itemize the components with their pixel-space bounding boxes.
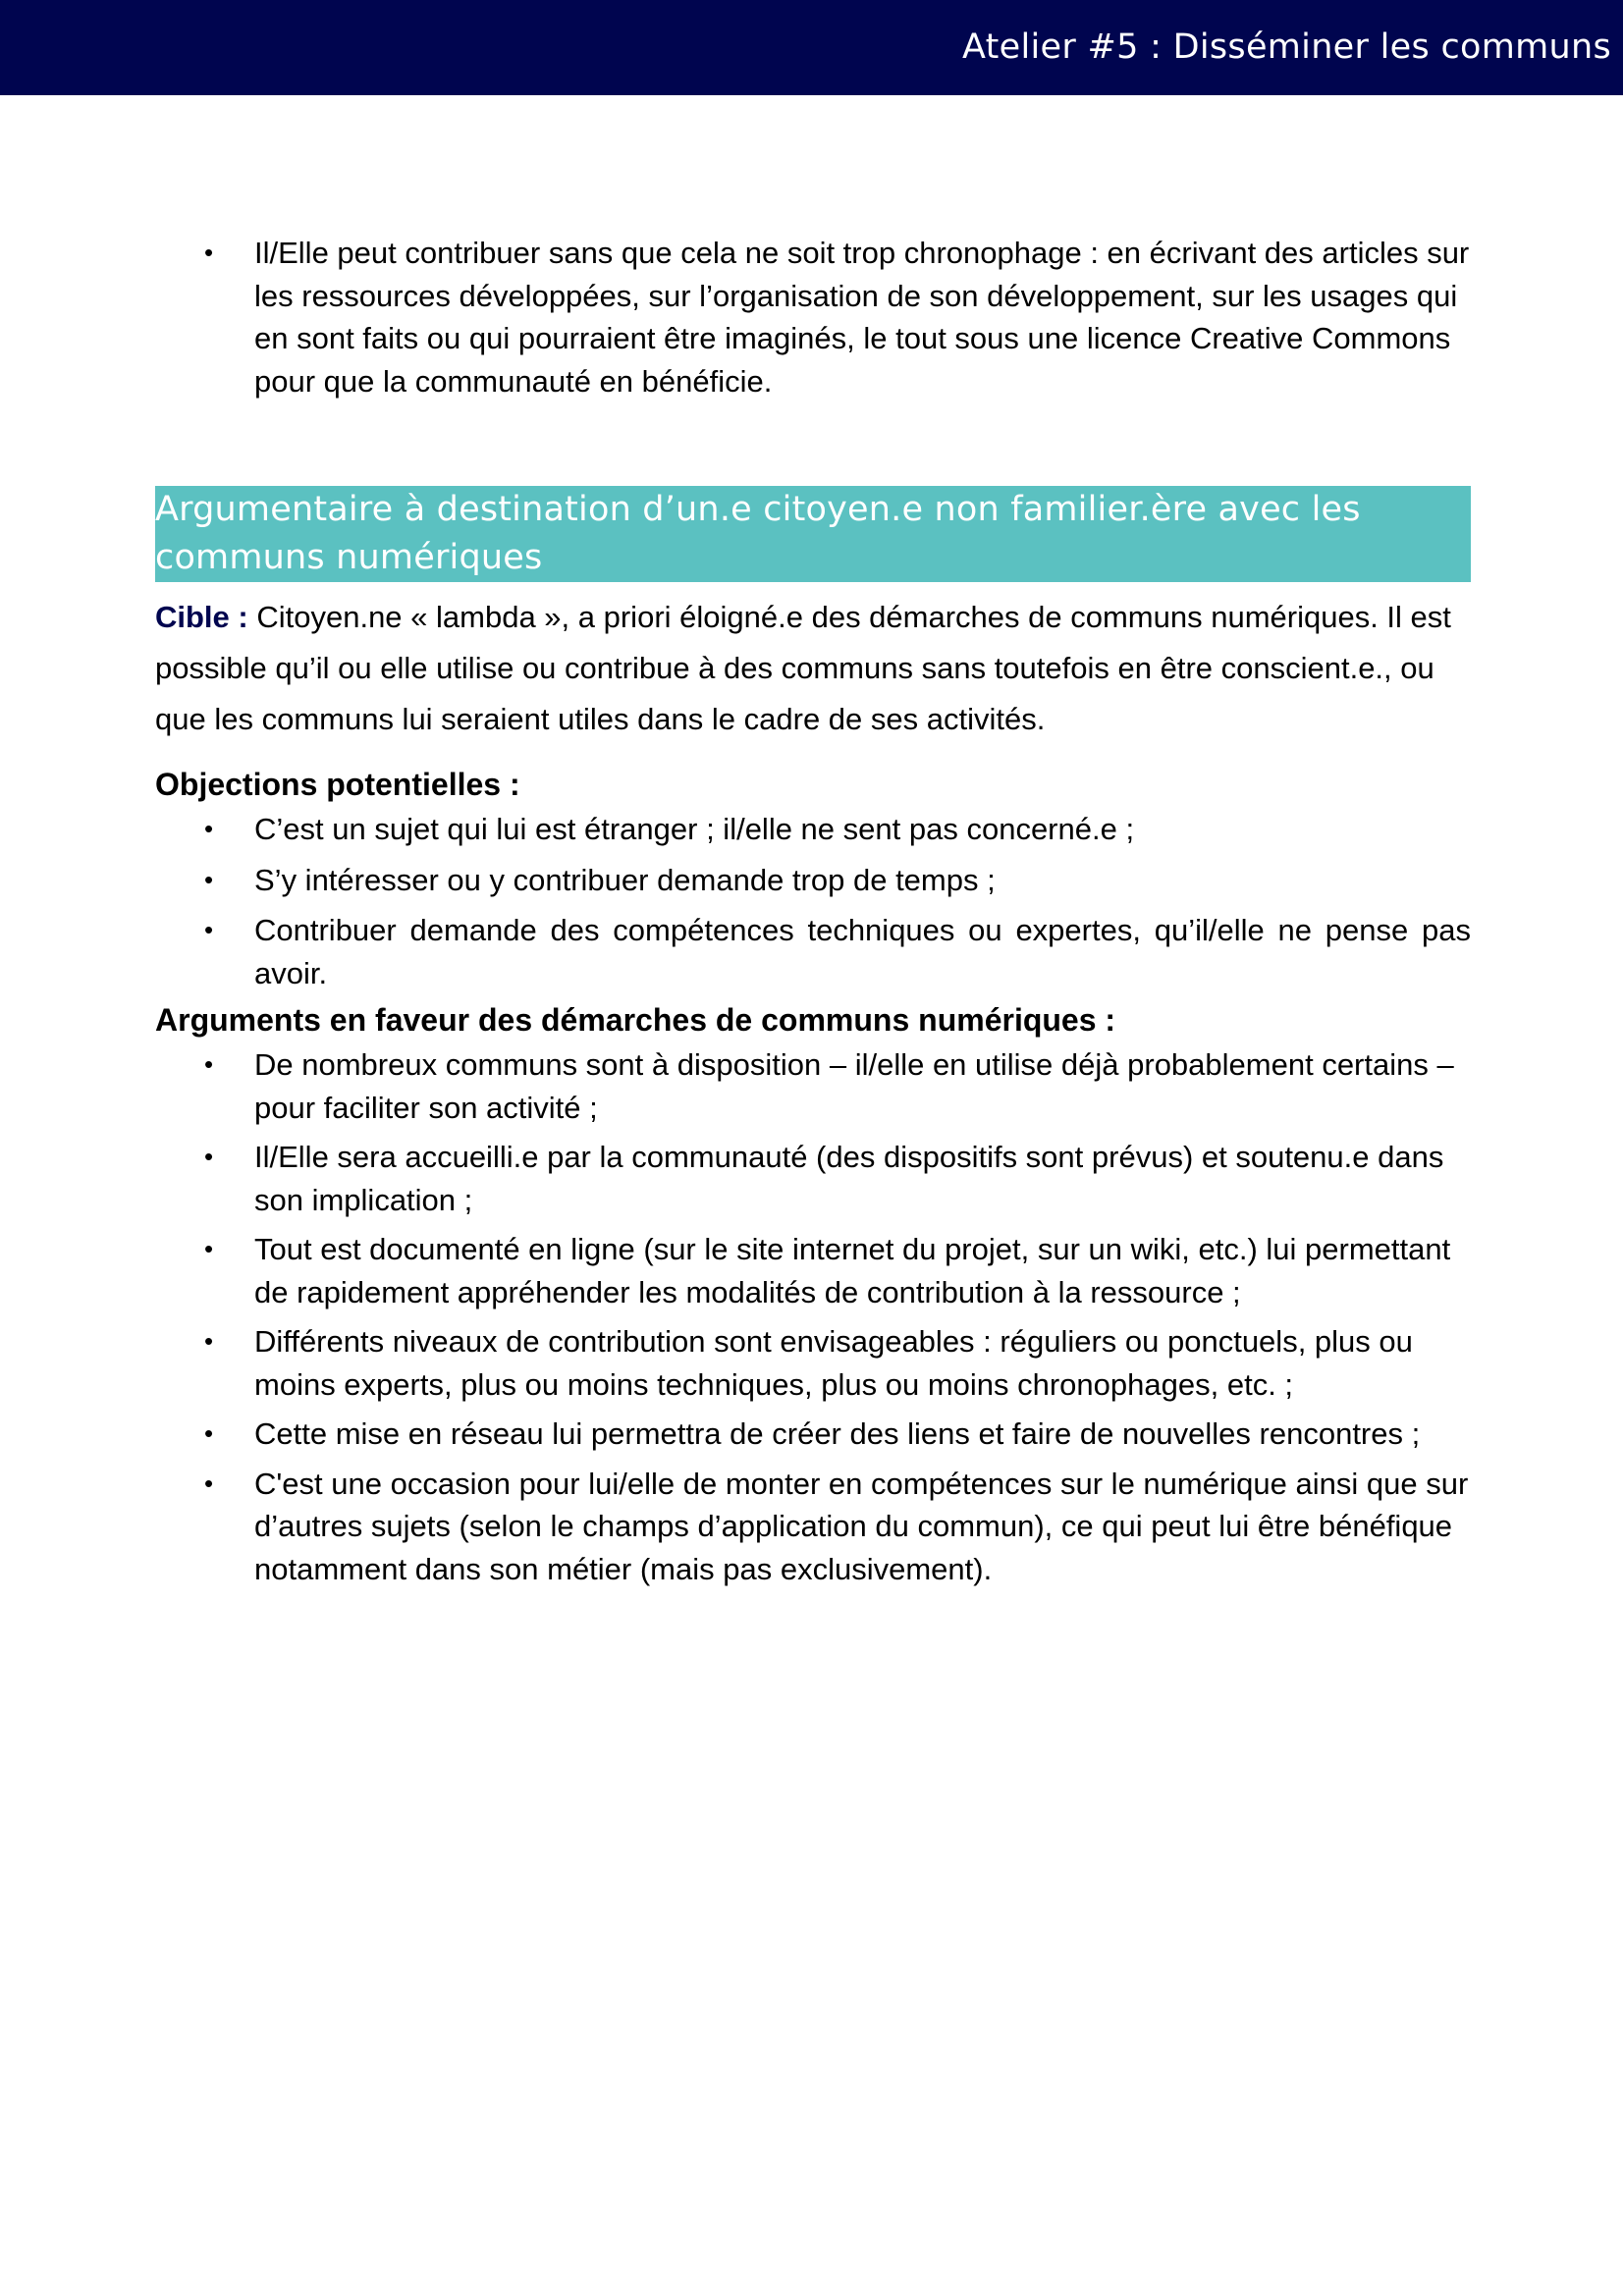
bullet-icon: •: [204, 864, 214, 894]
bullet-icon: •: [204, 1142, 214, 1171]
list-item-text: Il/Elle peut contribuer sans que cela ne soit trop chronophage : en écrivant des articles sur les ressources développées, sur l’organisation de son développement, sur les usages qui en sont faits ou qui pourraient être imaginés, le tout sous une licence Creative Commons pour que la communauté en bénéficie.: [254, 236, 1470, 399]
document-body: [155, 232, 1471, 1590]
list-item-text: C’est un sujet qui lui est étranger ; il/elle ne sent pas concerné.e ;: [254, 812, 1135, 846]
arguments-list: [155, 1043, 1471, 1590]
list-item: [155, 1228, 1471, 1313]
list-item: [155, 1043, 1471, 1129]
bullet-icon: •: [204, 1326, 214, 1356]
header-band: [0, 0, 1623, 95]
list-item: [155, 232, 1471, 402]
arguments-heading: Arguments en faveur des démarches de communs numériques :: [155, 1002, 1116, 1038]
target-text: Citoyen.ne « lambda », a priori éloigné.e des démarches de communs numériques. Il est possible qu’il ou elle utilise ou contribue à des communs sans toutefois en être conscient.e., ou que les communs lui seraient utiles dans le cadre de ses activités.: [155, 600, 1451, 736]
objections-heading: Objections potentielles :: [155, 767, 520, 802]
list-item-text: Cette mise en réseau lui permettra de créer des liens et faire de nouvelles rencontres ;: [254, 1416, 1421, 1451]
bullet-icon: •: [204, 915, 214, 944]
list-item-text: Contribuer demande des compétences techniques ou expertes, qu’il/elle ne pense pas avoir.: [254, 913, 1471, 990]
list-item: [155, 1320, 1471, 1406]
list-item: [155, 1413, 1471, 1456]
list-item: [155, 909, 1471, 994]
bullet-icon: •: [204, 1418, 214, 1448]
list-item: [155, 1463, 1471, 1591]
list-item: [155, 1136, 1471, 1221]
bullet-icon: •: [204, 1234, 214, 1263]
bullet-icon: •: [204, 1049, 214, 1079]
list-item: [155, 808, 1471, 851]
list-item-text: Différents niveaux de contribution sont envisageables : réguliers ou ponctuels, plus ou moins experts, plus ou moins techniques, plus ou moins chronophages, etc. ;: [254, 1324, 1413, 1402]
list-item-text: De nombreux communs sont à disposition – il/elle en utilise déjà probablement certains – pour faciliter son activité ;: [254, 1047, 1454, 1125]
list-item: [155, 859, 1471, 902]
list-item-text: C'est une occasion pour lui/elle de monter en compétences sur le numérique ainsi que sur d’autres sujets (selon le champs d’application du commun), ce qui peut lui être bénéfique notamment dans son métier (mais pas exclusivement).: [254, 1466, 1469, 1586]
bullet-icon: •: [204, 814, 214, 843]
target-label: Cible :: [155, 600, 248, 634]
list-item-text: S’y intéresser ou y contribuer demande trop de temps ;: [254, 862, 996, 897]
bullet-icon: •: [204, 1468, 214, 1498]
bullet-icon: •: [204, 238, 214, 267]
section-title: Argumentaire à destination d’un.e citoyen.e non familier.ère avec les communs numériques: [155, 486, 1471, 582]
page-header-title: Atelier #5 : Disséminer les communs: [961, 27, 1611, 67]
list-item-text: Tout est documenté en ligne (sur le site internet du projet, sur un wiki, etc.) lui permettant de rapidement appréhender les modalités de contribution à la ressource ;: [254, 1232, 1451, 1309]
objections-list: [155, 808, 1471, 994]
intro-bullet-list: [155, 232, 1471, 402]
list-item-text: Il/Elle sera accueilli.e par la communauté (des dispositifs sont prévus) et soutenu.e dans son implication ;: [254, 1140, 1444, 1217]
target-paragraph: [155, 592, 1471, 745]
